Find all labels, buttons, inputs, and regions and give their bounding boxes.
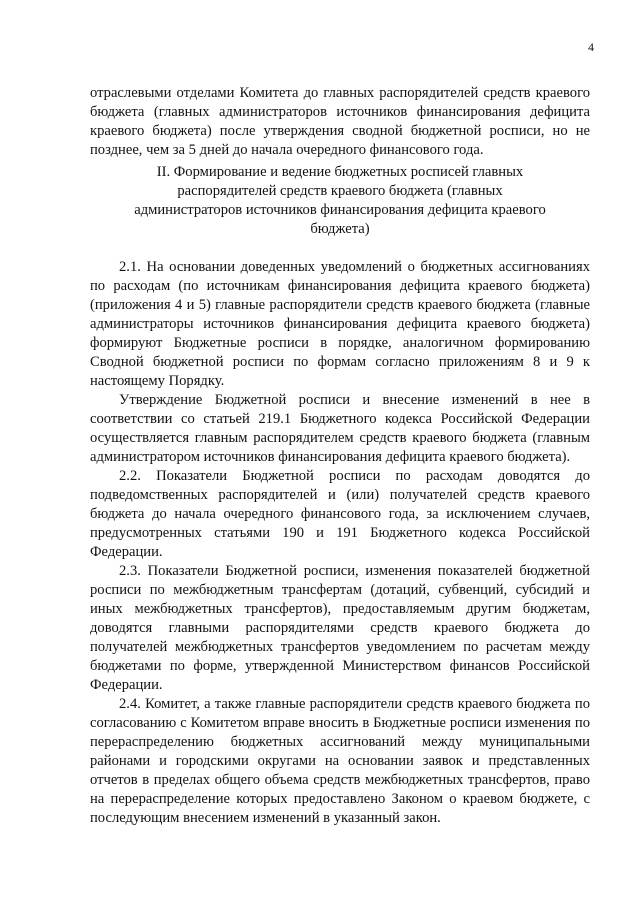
- paragraph-2-1: 2.1. На основании доведенных уведомлений о бюджетных ассигнованиях по расходам (по источникам финансирования дефицита краевого бюджета) (приложения 4 и 5) главные распорядители средств краевого бюджета (главные администраторы источников финансирования дефицита краевого бюджета) формируют Бюджетные росписи в порядке, аналогичном формированию Сводной бюджетной росписи по формам согласно приложениям 8 и 9 к настоящему Порядку.: [90, 259, 590, 389]
- paragraph-2-3: 2.3. Показатели Бюджетной росписи, изменения показателей бюджетной росписи по межбюджетным трансфертам (дотаций, субвенций, субсидий и иных межбюджетных трансфертов), предоставляемым другим бюджетам, доводятся главными распорядителями средств краевого бюджета до получателей межбюджетных трансфертов уведомлением по расчетам между бюджетами по форме, утвержденной Министерством финансов Российской Федерации.: [90, 563, 590, 693]
- page-number: 4: [588, 40, 594, 54]
- paragraph-2-2: 2.2. Показатели Бюджетной росписи по расходам доводятся до подведомственных распорядителей и (или) получателей средств краевого бюджета до начала очередного финансового года, за исключением случаев, предусмотренных статьями 190 и 191 Бюджетного кодекса Российской Федерации.: [90, 468, 590, 560]
- document-body: [90, 84, 590, 828]
- paragraph-2-1-approval: Утверждение Бюджетной росписи и внесение изменений в нее в соответствии со статьей 219.1 Бюджетного кодекса Российской Федерации осуществляется главным распорядителем средств краевого бюджета (главным администратором источников финансирования дефицита краевого бюджета).: [90, 392, 590, 465]
- paragraph-2-4: 2.4. Комитет, а также главные распорядители средств краевого бюджета по согласованию с Комитетом вправе вносить в Бюджетные росписи изменения по перераспределению бюджетных ассигнований между муниципальными районами и городскими округами на основании заявок и представленных отчетов в пределах общего объема средств межбюджетных трансфертов, право на перераспределение которых предоставлено Законом о краевом бюджете, с последующим внесением изменений в указанный закон.: [90, 696, 590, 826]
- continuation-paragraph: отраслевыми отделами Комитета до главных распорядителей средств краевого бюджета (главных администраторов источников финансирования дефицита краевого бюджета) после утверждения сводной бюджетной росписи, но не позднее, чем за 5 дней до начала очередного финансового года.: [90, 85, 590, 158]
- section-heading: II. Формирование и ведение бюджетных росписей главных распорядителей средств краевого бюджета (главных администраторов источников финансирования дефицита краевого бюджета): [134, 164, 546, 237]
